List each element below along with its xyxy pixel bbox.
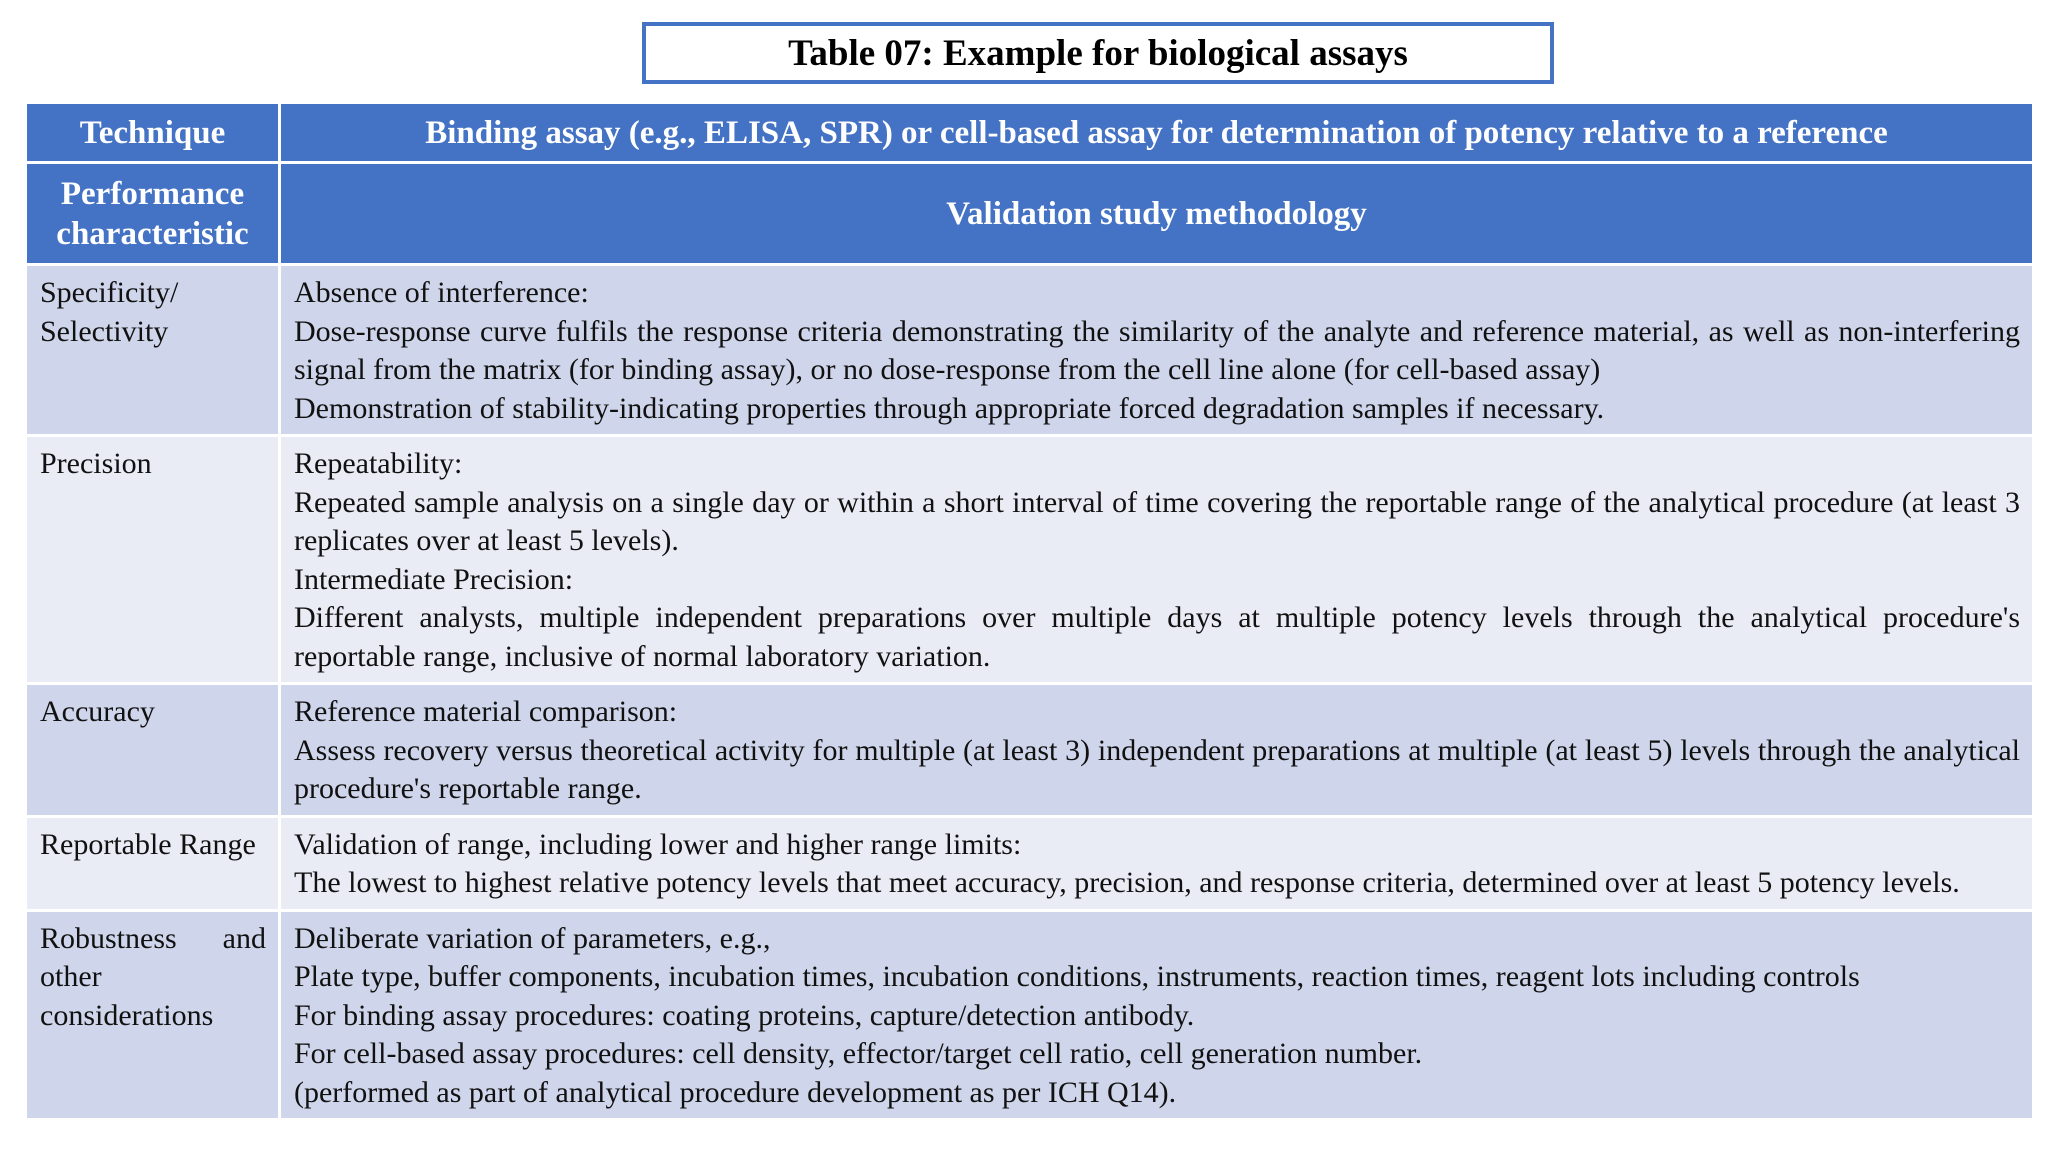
methodology-cell	[280, 910, 2034, 1120]
methodology-cell	[280, 436, 2034, 684]
methodology-line: Plate type, buffer components, incubation times, incubation conditions, instruments, reaction times, reagent lots including controls	[294, 960, 1860, 993]
methodology-line: Demonstration of stability-indicating properties through appropriate forced degradation samples if necessary.	[294, 391, 1605, 425]
methodology-line: (performed as part of analytical procedure development as per ICH Q14).	[294, 1075, 1177, 1109]
table-row	[26, 816, 2034, 910]
methodology-line: Dose-response curve fulfils the response criteria demonstrating the similarity of the analyte and reference material, as well as non-interfering signal from the matrix (for binding assay), or no dose-response from the cell line alone (for cell-based assay)	[294, 314, 2020, 386]
methodology-cell	[280, 816, 2034, 910]
methodology-line: Intermediate Precision:	[294, 562, 574, 596]
methodology-line: Repeatability:	[294, 447, 463, 480]
methodology-line: Validation of range, including lower and higher range limits:	[294, 827, 1022, 861]
validation-methodology-header: Validation study methodology	[280, 163, 2034, 265]
characteristic-cell: Robustness and other considerations	[26, 910, 280, 1120]
table-title: Table 07: Example for biological assays	[642, 22, 1554, 84]
column-header-row	[26, 163, 2034, 265]
assay-table	[24, 101, 2035, 1121]
methodology-line: Reference material comparison:	[294, 695, 678, 728]
table-row	[26, 910, 2034, 1120]
methodology-cell	[280, 265, 2034, 436]
characteristic-cell: Specificity/ Selectivity	[26, 265, 280, 436]
characteristic-cell: Reportable Range	[26, 816, 280, 910]
methodology-line: The lowest to highest relative potency levels that meet accuracy, precision, and response criteria, determined over at least 5 potency levels.	[294, 866, 1960, 899]
methodology-cell	[280, 684, 2034, 817]
technique-value: Binding assay (e.g., ELISA, SPR) or cell-based assay for determination of potency relative to a reference	[280, 103, 2034, 163]
methodology-line: Deliberate variation of parameters, e.g.,	[294, 921, 771, 955]
characteristic-cell: Accuracy	[26, 684, 280, 817]
methodology-line: Repeated sample analysis on a single day or within a short interval of time covering the reportable range of the analytical procedure (at least 3 replicates over at least 5 levels).	[294, 485, 2020, 557]
methodology-line: Absence of interference:	[294, 276, 589, 309]
technique-header-row	[26, 103, 2034, 163]
table-row	[26, 265, 2034, 436]
technique-label: Technique	[26, 103, 280, 163]
methodology-line: Different analysts, multiple independent preparations over multiple days at multiple potency levels through the analytical procedure's reportable range, inclusive of normal laboratory variation.	[294, 601, 2020, 673]
methodology-line: For binding assay procedures: coating proteins, capture/detection antibody.	[294, 998, 1195, 1032]
table-row	[26, 684, 2034, 817]
methodology-line: Assess recovery versus theoretical activity for multiple (at least 3) independent preparations at multiple (at least 5) levels through the analytical procedure's reportable range.	[294, 733, 2020, 805]
methodology-line: For cell-based assay procedures: cell density, effector/target cell ratio, cell generation number.	[294, 1037, 1423, 1070]
performance-characteristic-header: Performance characteristic	[26, 163, 280, 265]
table-row	[26, 436, 2034, 684]
characteristic-cell: Precision	[26, 436, 280, 684]
